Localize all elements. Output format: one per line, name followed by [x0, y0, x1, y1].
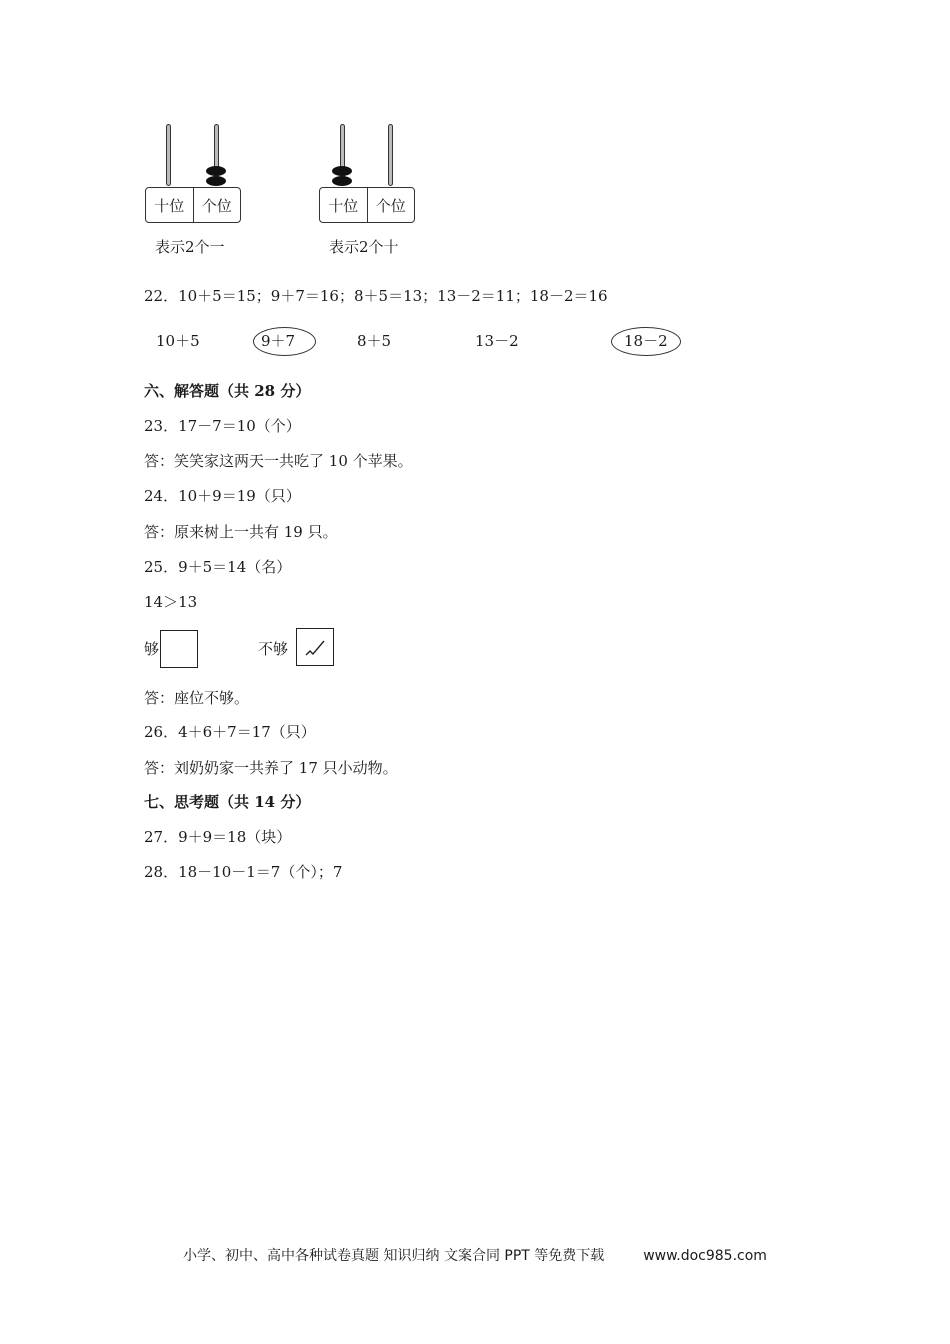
q27-equation: 27．9＋9＝18（块）	[144, 828, 292, 846]
q26-equation: 26．4＋6＋7＝17（只）	[144, 723, 316, 741]
bead	[206, 176, 226, 186]
option-enough-label: 够	[144, 640, 160, 658]
expr-item: 13－2	[475, 332, 519, 350]
q24-answer: 答：原来树上一共有 19 只。	[144, 523, 338, 541]
ones-label: 个位	[367, 188, 415, 222]
q25-answer: 答：座位不够。	[144, 689, 250, 707]
q22-line: 22．10＋5＝15；9＋7＝16；8＋5＝13；13－2＝11；18－2＝16	[144, 287, 608, 305]
checkbox-enough[interactable]	[160, 630, 198, 668]
ones-label: 个位	[193, 188, 241, 222]
footer-text: 小学、初中、高中各种试卷真题 知识归纳 文案合同 PPT 等免费下载	[183, 1248, 605, 1264]
abacus-caption: 表示2个一	[155, 238, 225, 256]
tens-label: 十位	[154, 196, 185, 215]
place-value-box	[319, 187, 415, 223]
q23-answer: 答：笑笑家这两天一共吃了 10 个苹果。	[144, 452, 413, 470]
q28-equation: 28．18－10－1＝7（个）；7	[144, 863, 343, 881]
expr-item: 18－2	[624, 332, 668, 350]
expr-item: 8＋5	[357, 332, 392, 350]
footer-link[interactable]: www.doc985.com	[643, 1248, 767, 1264]
section-heading: 七、思考题（共 14 分）	[144, 793, 311, 811]
expr-item: 10＋5	[156, 332, 200, 350]
check-mark-icon	[297, 629, 333, 665]
q23-equation: 23．17－7＝10（个）	[144, 417, 301, 435]
q25-comparison: 14＞13	[144, 593, 198, 611]
tens-label: 十位	[328, 196, 359, 215]
bead	[332, 166, 352, 176]
bead	[206, 166, 226, 176]
ones-rod	[388, 124, 393, 186]
expr-item: 9＋7	[261, 332, 296, 350]
abacus-caption: 表示2个十	[329, 238, 399, 256]
page-footer	[0, 1245, 950, 1265]
q26-answer: 答：刘奶奶家一共养了 17 只小动物。	[144, 759, 398, 777]
abacus-ones	[145, 124, 243, 264]
q24-equation: 24．10＋9＝19（只）	[144, 487, 301, 505]
bead	[332, 176, 352, 186]
abacus-tens	[319, 124, 417, 264]
q25-equation: 25．9＋5＝14（名）	[144, 558, 292, 576]
place-value-box	[145, 187, 241, 223]
checkbox-not-enough[interactable]	[296, 628, 334, 666]
section-heading: 六、解答题（共 28 分）	[144, 382, 311, 400]
option-not-enough-label: 不够	[258, 640, 289, 658]
tens-rod	[166, 124, 171, 186]
